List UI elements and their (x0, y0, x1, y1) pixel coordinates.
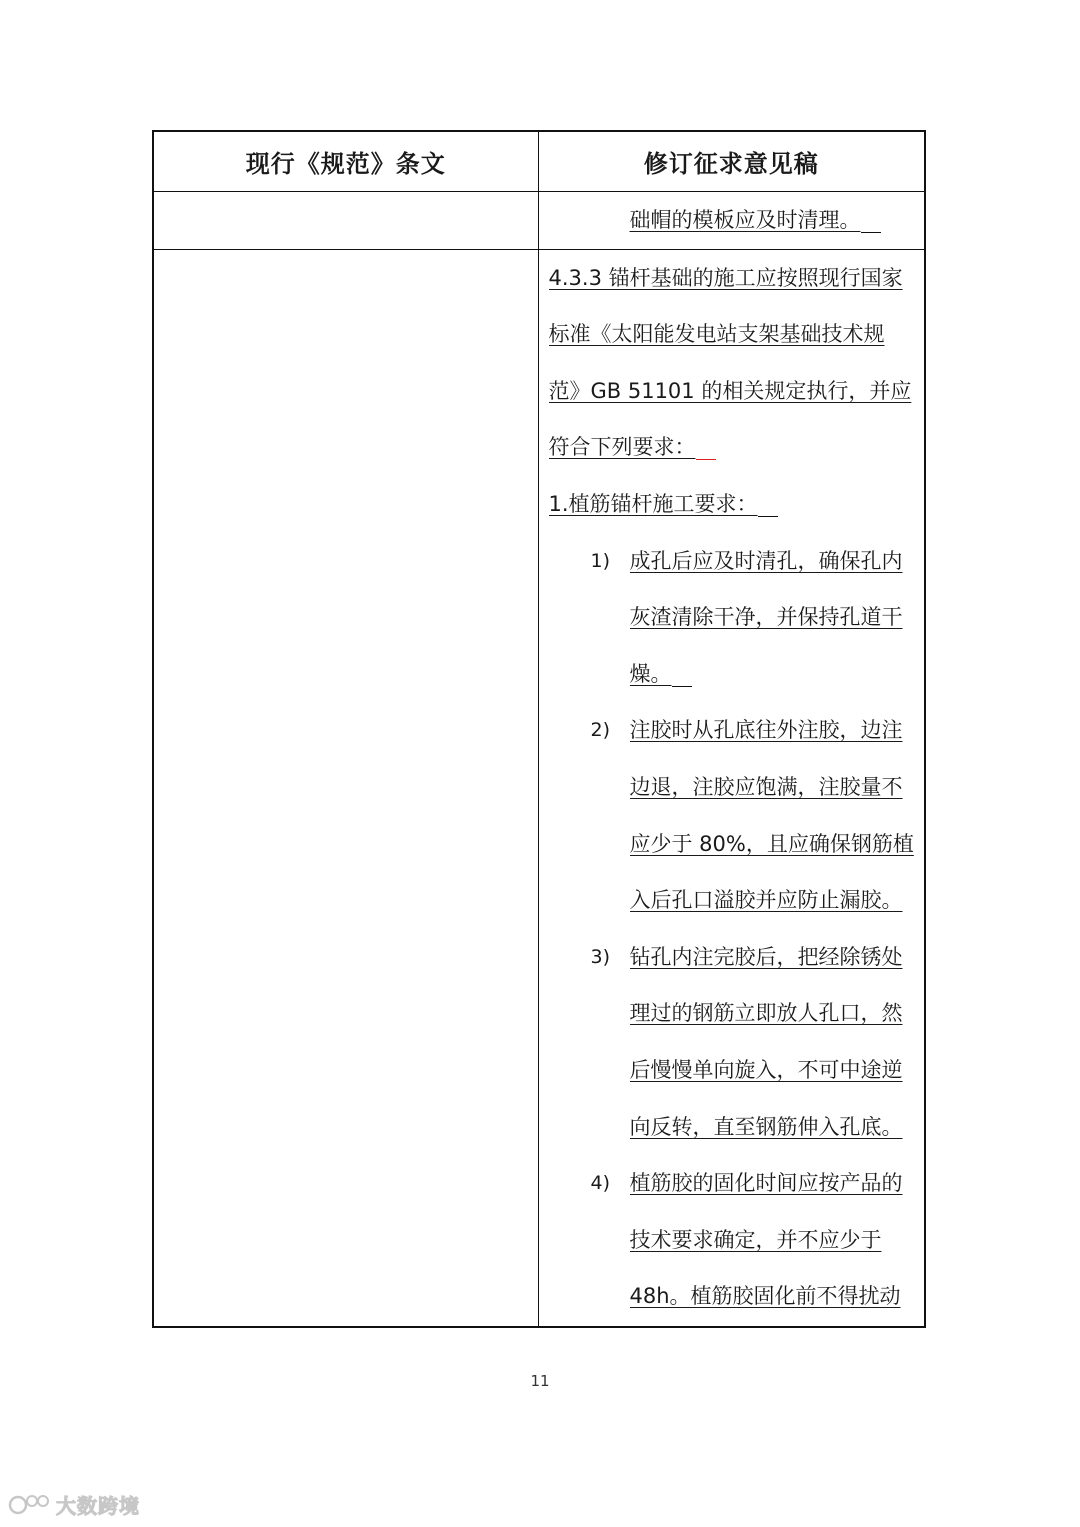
list-item (539, 1155, 925, 1325)
item-text-line: 植筋胶的固化时间应按产品的 (629, 1171, 903, 1196)
list-item (539, 702, 925, 928)
item-number: 4) (590, 1172, 611, 1195)
header-current-clause: 现行《规范》条文 (153, 131, 538, 192)
clause-text-line: 标准《太阳能发电站支架基础技术规 (548, 322, 885, 347)
table-row (153, 249, 925, 1327)
current-clause-cell (153, 249, 538, 1327)
item-text-line: 理过的钢筋立即放人孔口，然 (629, 1001, 903, 1026)
watermark-text: 大数跨境 (56, 1494, 140, 1518)
item-number: 1) (590, 549, 611, 572)
item-number: 3) (590, 945, 611, 968)
header-revision-draft: 修订征求意见稿 (538, 131, 925, 192)
revision-cell (538, 249, 925, 1327)
list-item (539, 533, 925, 703)
item-text-line: 技术要求确定，并不应少于 (629, 1227, 882, 1252)
item-text-line: 入后孔口溢胶并应防止漏胶。 (629, 888, 903, 913)
item-number: 2) (590, 719, 611, 742)
page-number: 11 (530, 1372, 550, 1390)
item-text-line: 后慢慢单向旋入，不可中途逆 (629, 1057, 903, 1082)
revision-cell (538, 192, 925, 250)
item-text-line: 钻孔内注完胶后，把经除锈处 (629, 944, 903, 969)
item-text-line: 向反转，直至钢筋伸入孔底。 (629, 1114, 903, 1139)
clause-text-line: 符合下列要求： (548, 435, 696, 460)
clause-text-line: 4.3.3 锚杆基础的施工应按照现行国家 (548, 265, 903, 290)
list-item (539, 929, 925, 1155)
item-text-line: 成孔后应及时清孔，确保孔内 (629, 548, 903, 573)
table-header-row (153, 131, 925, 192)
item-text-line: 边退，注胶应饱满，注胶量不 (629, 774, 903, 799)
clause-text-line: 范》GB 51101 的相关规定执行，并应 (548, 378, 912, 403)
item-text-line: 灰渣清除干净，并保持孔道干 (629, 605, 903, 630)
revision-text-line: 础帽的模板应及时清理。 (629, 208, 861, 232)
item-text-line: 燥。 (629, 661, 672, 686)
subheading: 1.植筋锚杆施工要求： (548, 491, 758, 516)
current-clause-cell (153, 192, 538, 250)
watermark (8, 1490, 140, 1519)
watermark-logo-icon (8, 1492, 50, 1518)
table-row (153, 192, 925, 250)
comparison-table (152, 130, 926, 1328)
item-text-line: 应少于 80%，且应确保钢筋植 (629, 831, 914, 856)
item-text-line: 注胶时从孔底往外注胶，边注 (629, 718, 903, 743)
item-text-line: 48h。植筋胶固化前不得扰动 (629, 1284, 901, 1309)
